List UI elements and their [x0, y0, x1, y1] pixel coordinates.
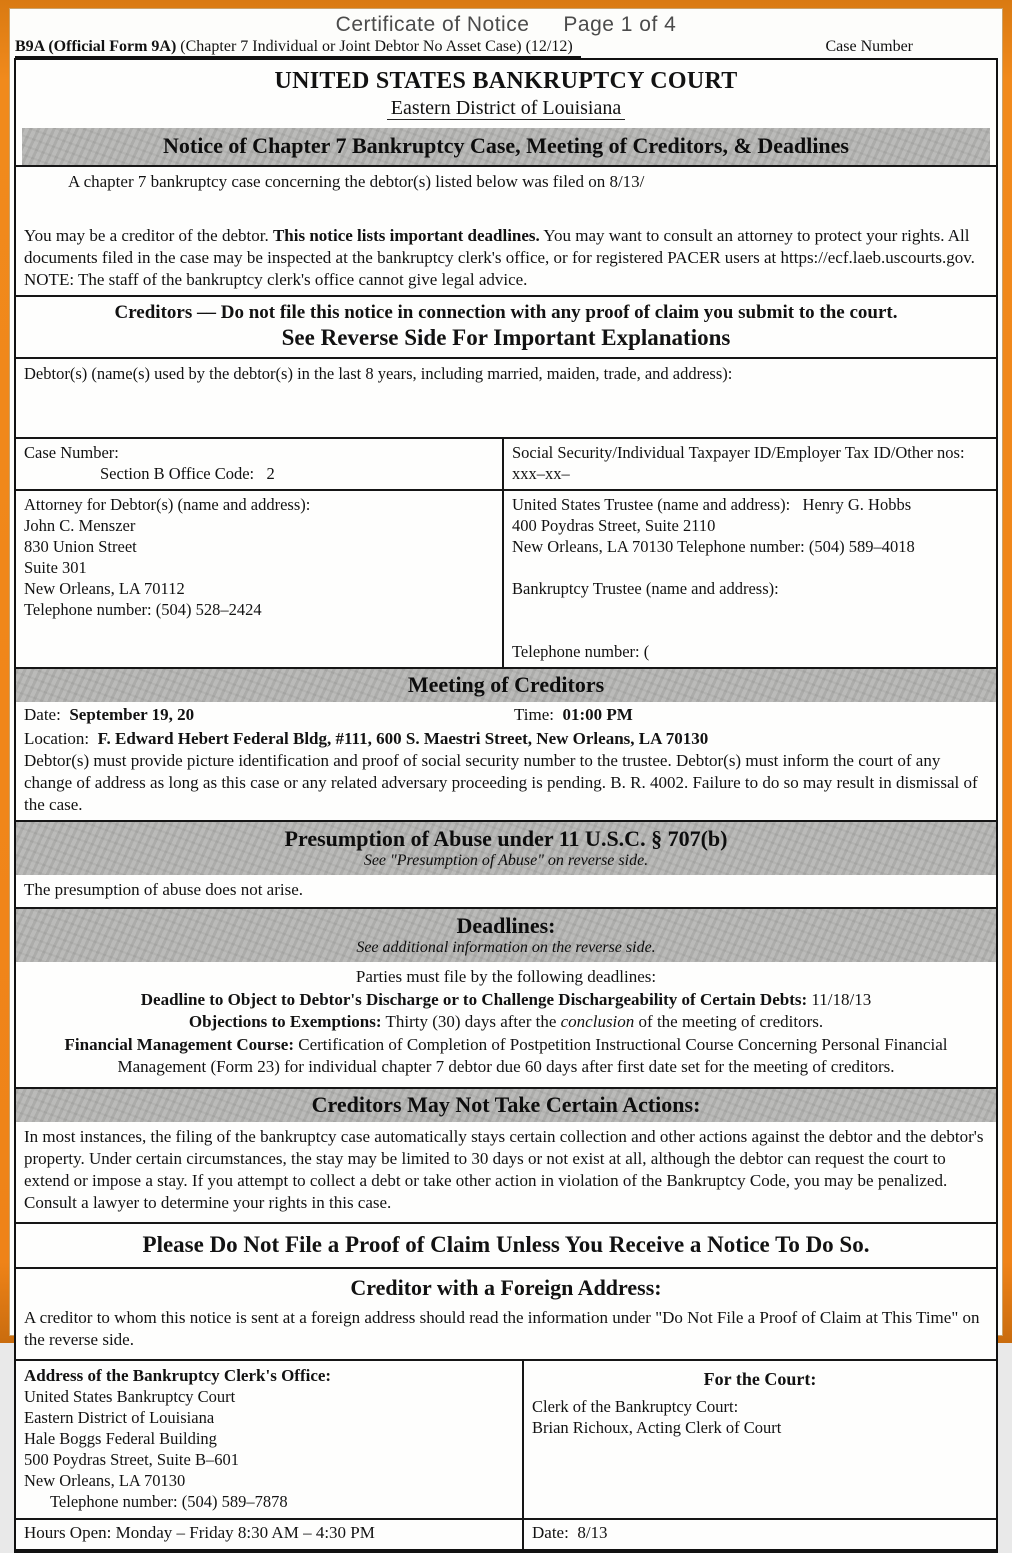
print-header — [9, 8, 1003, 58]
presumption-body: The presumption of abuse does not arise. — [24, 880, 304, 899]
clerk-address-label: Address of the Bankruptcy Clerk's Office: — [24, 1365, 332, 1385]
clerk-phone: Telephone number: (504) 589–7878 — [50, 1491, 288, 1511]
meeting-date — [24, 704, 514, 726]
creditor-notice-post: You may want to consult an attorney to protect your rights. All documents filed in the case may be inspected at the bankruptcy clerk's office, or for registered PACER users at https://ecf.laeb.uscourts.gov. NOTE: The staff of the bankruptcy clerk's office cannot give legal advice. — [24, 226, 975, 289]
clerk-address-3: Hale Boggs Federal Building — [24, 1428, 217, 1448]
scanned-document-page — [9, 8, 1003, 1542]
filed-line: A chapter 7 bankruptcy case concerning the debtor(s) listed below was filed on 8/13/ — [68, 172, 645, 191]
hours-open: Hours Open: Monday – Friday 8:30 AM – 4:30 PM — [16, 1520, 524, 1549]
clerk-address-2: Eastern District of Louisiana — [24, 1407, 215, 1427]
court-clerk-line1: Clerk of the Bankruptcy Court: — [532, 1396, 739, 1416]
trustee-phone-label: Telephone number: ( — [512, 642, 650, 661]
presumption-banner — [16, 820, 996, 875]
deadlines-intro: Parties must file by the following deadlines: — [355, 967, 657, 986]
case-number-label: Case Number — [825, 38, 913, 55]
stay-banner-title: Creditors May Not Take Certain Actions: — [311, 1091, 701, 1117]
deadlines-banner-title: Deadlines: — [456, 913, 556, 938]
meeting-banner — [16, 667, 996, 702]
meeting-location-value: F. Edward Hebert Federal Bldg, #111, 600 S. Maestri Street, New Orleans, LA 70130 — [97, 729, 709, 748]
discharge-deadline-line — [16, 989, 996, 1012]
us-trustee-address-1: 400 Poydras Street, Suite 2110 — [512, 516, 716, 535]
debtor-label: Debtor(s) (name(s) used by the debtor(s) in the last 8 years, including married, maiden, trade, and address): — [24, 364, 733, 383]
exemptions-label: Objections to Exemptions: — [188, 1012, 382, 1031]
attorney-label: Attorney for Debtor(s) (name and address): — [24, 495, 311, 514]
ssn-value: xxx–xx– — [512, 464, 570, 483]
meeting-date-time-line — [16, 702, 996, 726]
notice-banner-title: Notice of Chapter 7 Bankruptcy Case, Meeting of Creditors, & Deadlines — [163, 133, 849, 158]
ssn-label: Social Security/Individual Taxpayer ID/Employer Tax ID/Other nos: — [512, 443, 965, 462]
creditor-notice-bold: This notice lists important deadlines. — [272, 226, 540, 245]
footer-date-value: 8/13 — [577, 1522, 608, 1542]
case-number-row — [16, 437, 996, 489]
foreign-address-body: A creditor to whom this notice is sent at a foreign address should read the information under "Do Not File a Proof of Claim at This Time" on the reverse side. — [24, 1307, 980, 1349]
exemptions-italic: conclusion — [560, 1012, 635, 1031]
clerk-address-4: 500 Poydras Street, Suite B–601 — [24, 1449, 239, 1469]
creditors-warning-section — [16, 295, 996, 357]
meeting-time — [514, 704, 633, 726]
discharge-deadline-label: Deadline to Object to Debtor's Discharge or to Challenge Dischargeability of Certain Debts: — [140, 989, 808, 1009]
trustee-spacer-3 — [512, 620, 988, 641]
financial-course-line1 — [16, 1034, 996, 1057]
proof-of-claim-heading: Please Do Not File a Proof of Claim Unless You Receive a Notice To Do So. — [142, 1231, 870, 1257]
creditors-warning-line1: Creditors –– Do not file this notice in connection with any proof of claim you submit to the court. — [114, 302, 898, 323]
us-trustee-name: Henry G. Hobbs — [802, 495, 912, 514]
form-id-bold: B9A (Official Form 9A) — [15, 38, 177, 55]
office-code-line — [24, 463, 494, 484]
deadlines-banner-subtitle: See additional information on the reverse side. — [356, 939, 656, 956]
exemptions-post: of the meeting of creditors. — [634, 1012, 824, 1031]
footer-date-label: Date: — [532, 1522, 569, 1542]
exemptions-pre: Thirty (30) days after the — [381, 1012, 561, 1031]
form-id-subtitle: (Chapter 7 Individual or Joint Debtor No Asset Case) (12/12) — [176, 38, 573, 55]
us-trustee-address-2: New Orleans, LA 70130 Telephone number: (504) 589–4018 — [512, 537, 915, 556]
clerk-court-row — [16, 1359, 996, 1518]
deadlines-section — [16, 962, 996, 1087]
creditors-warning-line2: See Reverse Side For Important Explanations — [281, 325, 731, 350]
attorney-address-2: Suite 301 — [24, 558, 87, 577]
meeting-section — [16, 702, 996, 820]
bankruptcy-trustee-label: Bankruptcy Trustee (name and address): — [512, 579, 779, 598]
stay-banner — [16, 1087, 996, 1122]
for-the-court-label: For the Court: — [703, 1368, 817, 1389]
deadlines-banner — [16, 907, 996, 962]
presumption-banner-title: Presumption of Abuse under 11 U.S.C. § 707(b) — [284, 826, 728, 851]
attorney-cell — [16, 491, 504, 667]
office-code-value: 2 — [266, 464, 275, 483]
court-clerk-line2: Brian Richoux, Acting Clerk of Court — [532, 1417, 782, 1437]
discharge-deadline-value: 11/18/13 — [807, 989, 872, 1009]
form-id — [15, 37, 581, 58]
foreign-address-section — [16, 1267, 996, 1359]
trustee-cell — [504, 491, 996, 667]
attorney-trustee-row — [16, 489, 996, 667]
court-title: UNITED STATES BANKRUPTCY COURT — [274, 68, 738, 94]
attorney-name: John C. Menszer — [24, 516, 136, 535]
case-number-field-label: Case Number: — [24, 443, 119, 462]
foreign-address-title: Creditor with a Foreign Address: — [350, 1274, 662, 1300]
meeting-date-value: September 19, 20 — [69, 705, 195, 724]
exemptions-deadline-line — [16, 1011, 996, 1034]
debtor-section — [16, 357, 996, 437]
attorney-address-3: New Orleans, LA 70112 — [24, 579, 185, 598]
meeting-banner-title: Meeting of Creditors — [407, 672, 605, 697]
footer-row — [16, 1518, 996, 1549]
office-code-label: Section B Office Code: — [100, 464, 255, 483]
case-number-cell — [16, 439, 504, 489]
meeting-time-value: 01:00 PM — [562, 705, 633, 724]
ssn-cell — [504, 439, 996, 489]
creditor-notice-paragraph — [16, 221, 996, 295]
financial-course-line2: Management (Form 23) for individual chapter 7 debtor due 60 days after first date set for the meeting of creditors. — [117, 1057, 895, 1076]
clerk-address-5: New Orleans, LA 70130 — [24, 1470, 186, 1490]
us-trustee-line — [512, 494, 988, 515]
attorney-phone: Telephone number: (504) 528–2424 — [24, 600, 262, 619]
creditor-notice-pre: You may be a creditor of the debtor. — [24, 226, 273, 245]
court-district: Eastern District of Louisiana — [16, 95, 996, 127]
financial-course-label: Financial Management Course: — [64, 1034, 295, 1054]
meeting-location-label: Location: — [24, 729, 90, 748]
intro-section — [16, 165, 996, 295]
court-cell-spacer-2 — [532, 1459, 988, 1480]
clerk-address-1: United States Bankruptcy Court — [24, 1386, 236, 1406]
clerk-address-cell — [16, 1361, 524, 1518]
certificate-title: Certificate of Notice — [335, 13, 530, 36]
meeting-time-label: Time: — [514, 705, 555, 724]
attorney-address-1: 830 Union Street — [24, 537, 137, 556]
meeting-location-line — [16, 726, 996, 750]
us-trustee-label: United States Trustee (name and address): — [512, 495, 791, 514]
trustee-spacer-2 — [512, 599, 988, 620]
footer-date — [524, 1520, 996, 1549]
form-box — [14, 58, 998, 1553]
stay-body: In most instances, the filing of the bankruptcy case automatically stays certain collection and other actions against the debtor and the debtor's property. Under certain circumstances, the stay may be limited to 30 days or not exist at all, although the debtor can request the court to extend or impose a stay. If you attempt to collect a debt or take other action in violation of the Bankruptcy Code, you may be penalized. Consult a lawyer to determine your rights in this case. — [24, 1126, 984, 1212]
notice-banner — [22, 128, 990, 165]
meeting-location — [24, 728, 708, 750]
certificate-header — [9, 13, 1003, 37]
for-the-court-cell — [524, 1361, 996, 1518]
proof-of-claim-section — [16, 1222, 996, 1267]
financial-course-text1: Certification of Completion of Postpetition Instructional Course Concerning Personal Financial — [294, 1034, 948, 1054]
form-id-line — [9, 37, 1003, 58]
trustee-spacer — [512, 557, 988, 578]
meeting-note: Debtor(s) must provide picture identification and proof of social security number to the trustee. Debtor(s) must inform the court of any change of address as long as this case or any related adversary proceeding is pending. B. R. 4002. Failure to do so may result in dismissal of the case. — [24, 751, 978, 814]
court-cell-spacer — [532, 1438, 988, 1459]
presumption-banner-subtitle: See "Presumption of Abuse" on reverse side. — [363, 852, 649, 869]
meeting-date-label: Date: — [24, 705, 61, 724]
page-indicator: Page 1 of 4 — [563, 13, 677, 36]
